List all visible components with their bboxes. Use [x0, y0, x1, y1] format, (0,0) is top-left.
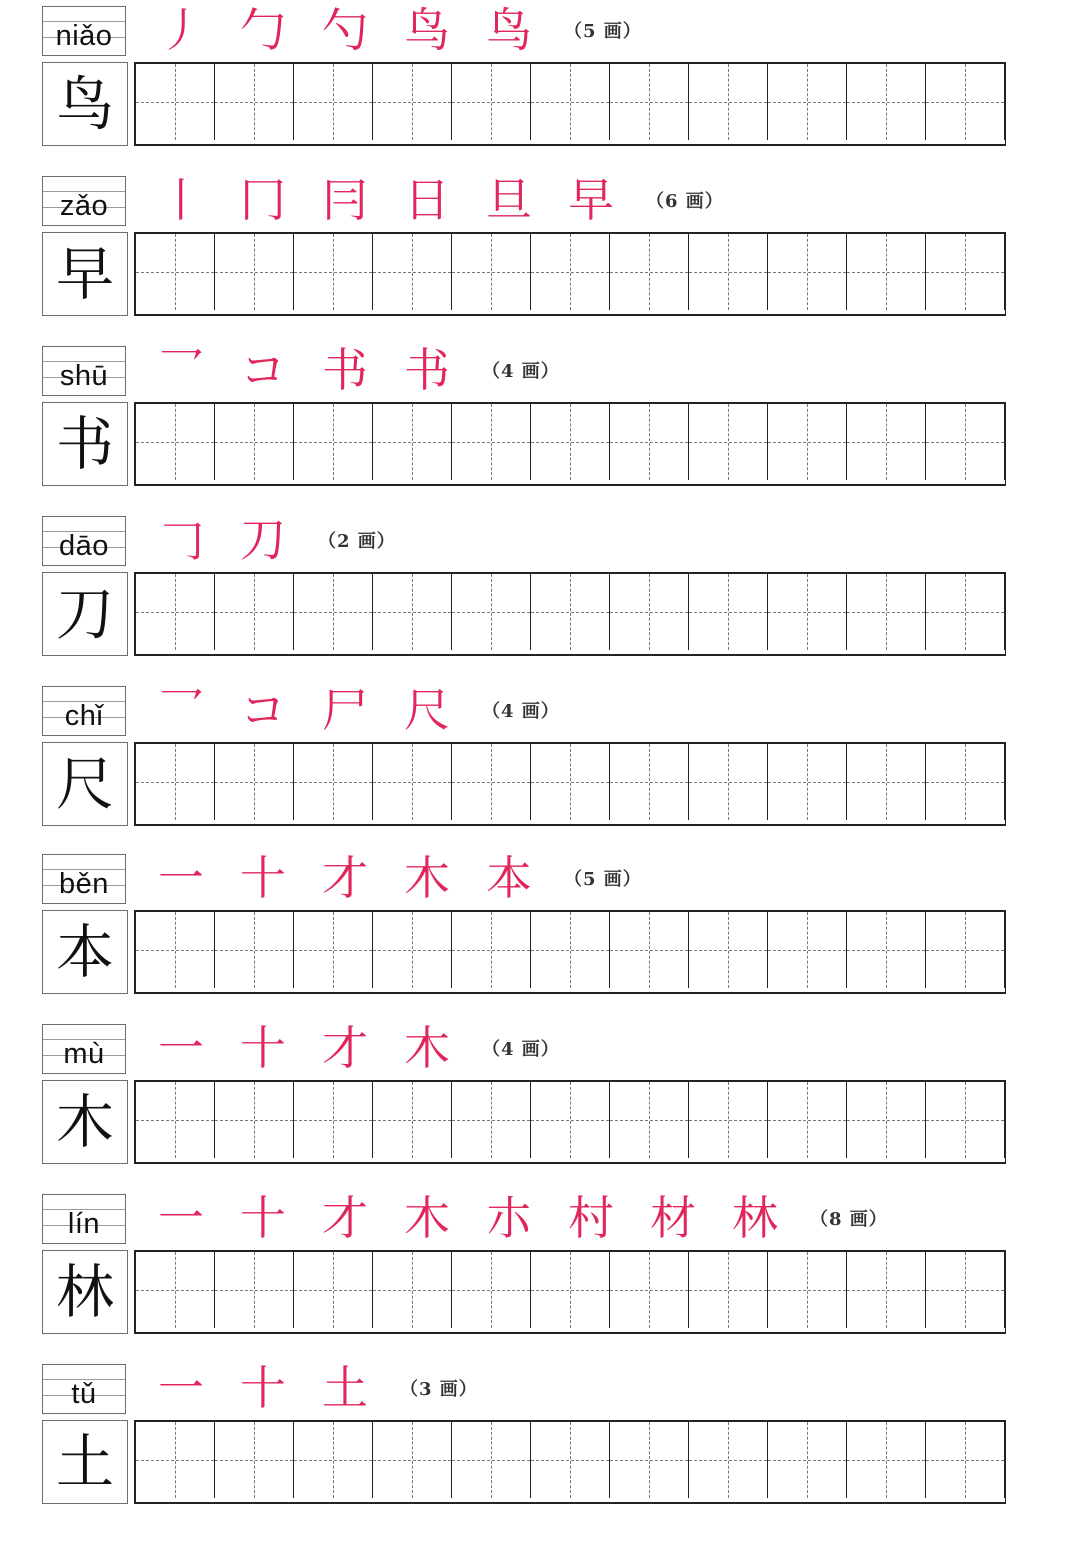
- practice-grid-cell[interactable]: [452, 1422, 531, 1498]
- practice-grid-row: [134, 62, 1006, 146]
- stroke-order-sequence: [140, 510, 396, 570]
- stroke-count-label: （8 画）: [810, 1209, 888, 1230]
- practice-grid-cell[interactable]: [452, 912, 531, 988]
- practice-grid-cell[interactable]: [926, 1082, 1005, 1158]
- model-character-box: [42, 402, 128, 486]
- practice-grid-cell[interactable]: [926, 574, 1005, 650]
- stroke-step: 早: [568, 173, 614, 227]
- character-entry: [0, 170, 1080, 330]
- practice-grid-cell[interactable]: [689, 1252, 768, 1328]
- pinyin-label: niǎo: [55, 20, 113, 52]
- practice-grid-cell[interactable]: [373, 1422, 452, 1498]
- pinyin-box: [42, 1194, 126, 1244]
- stroke-order-sequence: [140, 1358, 478, 1418]
- practice-grid-cell[interactable]: [294, 234, 373, 310]
- practice-grid-cell[interactable]: [215, 1422, 294, 1498]
- stroke-step: 村: [568, 1191, 614, 1245]
- practice-grid-cell[interactable]: [610, 1252, 689, 1328]
- practice-grid-cell[interactable]: [610, 1082, 689, 1158]
- pinyin-box: [42, 516, 126, 566]
- character-entry: [0, 1018, 1080, 1178]
- practice-grid-cell[interactable]: [610, 64, 689, 140]
- stroke-step: 本: [486, 851, 532, 905]
- character-entry: [0, 0, 1080, 160]
- practice-grid-cell[interactable]: [689, 234, 768, 310]
- stroke-step: 丿: [158, 3, 204, 57]
- practice-grid-cell[interactable]: [531, 64, 610, 140]
- practice-grid-cell[interactable]: [136, 404, 215, 480]
- practice-grid-cell[interactable]: [531, 1422, 610, 1498]
- character-entry: [0, 1188, 1080, 1348]
- practice-grid-cell[interactable]: [610, 404, 689, 480]
- stroke-count-label: （4 画）: [482, 1039, 560, 1060]
- practice-grid-cell[interactable]: [531, 1252, 610, 1328]
- practice-grid-cell[interactable]: [215, 744, 294, 820]
- practice-grid-cell[interactable]: [373, 1082, 452, 1158]
- stroke-order-sequence: [140, 0, 642, 60]
- practice-grid-cell[interactable]: [373, 64, 452, 140]
- stroke-count-label: （3 画）: [400, 1379, 478, 1400]
- stroke-count-label: （4 画）: [482, 701, 560, 722]
- character-entry: [0, 1358, 1080, 1518]
- pinyin-label: zǎo: [59, 190, 109, 222]
- practice-grid-row: [134, 1420, 1006, 1504]
- practice-grid-cell[interactable]: [531, 912, 610, 988]
- practice-grid-cell[interactable]: [373, 234, 452, 310]
- stroke-step: 冂: [240, 173, 286, 227]
- stroke-count-label: （4 画）: [482, 361, 560, 382]
- practice-grid-cell[interactable]: [926, 1252, 1005, 1328]
- practice-grid-cell[interactable]: [926, 234, 1005, 310]
- practice-grid-cell[interactable]: [768, 1422, 847, 1498]
- practice-grid-cell[interactable]: [215, 1082, 294, 1158]
- practice-grid-cell[interactable]: [768, 574, 847, 650]
- practice-grid-cell[interactable]: [531, 744, 610, 820]
- stroke-step: 木: [404, 1021, 450, 1075]
- practice-grid-cell[interactable]: [610, 234, 689, 310]
- model-character-box: [42, 1420, 128, 1504]
- practice-grid-cell[interactable]: [689, 744, 768, 820]
- pinyin-box: [42, 346, 126, 396]
- stroke-step: 𠃌: [158, 513, 204, 567]
- stroke-step: 木: [404, 1191, 450, 1245]
- stroke-step: 冃: [322, 173, 368, 227]
- stroke-count-label: （5 画）: [564, 869, 642, 890]
- model-character-box: [42, 62, 128, 146]
- stroke-order-sequence: [140, 680, 560, 740]
- stroke-step: 林: [732, 1191, 778, 1245]
- practice-grid-cell[interactable]: [452, 64, 531, 140]
- stroke-step: 尺: [404, 683, 450, 737]
- practice-grid-row: [134, 742, 1006, 826]
- practice-grid-cell[interactable]: [373, 744, 452, 820]
- practice-grid-cell[interactable]: [768, 64, 847, 140]
- stroke-count-label: （6 画）: [646, 191, 724, 212]
- practice-grid-row: [134, 1080, 1006, 1164]
- stroke-step: 才: [322, 1021, 368, 1075]
- model-character: 鸟: [55, 70, 114, 138]
- pinyin-box: [42, 1364, 126, 1414]
- practice-grid-cell[interactable]: [452, 404, 531, 480]
- practice-grid-cell[interactable]: [926, 912, 1005, 988]
- stroke-step: 十: [240, 1191, 286, 1245]
- practice-grid-row: [134, 232, 1006, 316]
- pinyin-label: dāo: [59, 530, 109, 562]
- practice-grid-cell[interactable]: [373, 1252, 452, 1328]
- practice-grid-cell[interactable]: [689, 64, 768, 140]
- practice-grid-cell[interactable]: [689, 1422, 768, 1498]
- pinyin-label: lín: [67, 1208, 101, 1240]
- model-character-box: [42, 232, 128, 316]
- character-entry: [0, 340, 1080, 500]
- practice-grid-cell[interactable]: [531, 1082, 610, 1158]
- practice-grid-row: [134, 402, 1006, 486]
- practice-grid-cell[interactable]: [689, 404, 768, 480]
- stroke-step: 土: [322, 1361, 368, 1415]
- pinyin-label: běn: [59, 868, 109, 900]
- stroke-step: 一: [158, 1021, 204, 1075]
- stroke-step: 十: [240, 851, 286, 905]
- practice-grid-cell[interactable]: [294, 1422, 373, 1498]
- practice-grid-row: [134, 1250, 1006, 1334]
- model-character-box: [42, 742, 128, 826]
- model-character: 木: [55, 1088, 114, 1156]
- stroke-step: 丨: [158, 173, 204, 227]
- practice-grid-cell[interactable]: [926, 404, 1005, 480]
- practice-grid-cell[interactable]: [847, 1082, 926, 1158]
- practice-grid-cell[interactable]: [610, 744, 689, 820]
- stroke-step: 鸟: [404, 3, 450, 57]
- pinyin-box: [42, 176, 126, 226]
- stroke-step: 朩: [486, 1191, 532, 1245]
- practice-grid-cell[interactable]: [215, 64, 294, 140]
- stroke-step: コ: [240, 343, 286, 397]
- stroke-step: 勺: [322, 3, 368, 57]
- stroke-order-sequence: [140, 170, 724, 230]
- practice-grid-cell[interactable]: [136, 1252, 215, 1328]
- practice-grid-cell[interactable]: [452, 1252, 531, 1328]
- practice-grid-cell[interactable]: [768, 744, 847, 820]
- practice-grid-cell[interactable]: [847, 744, 926, 820]
- model-character-box: [42, 1250, 128, 1334]
- stroke-step: コ: [240, 683, 286, 737]
- practice-grid-cell[interactable]: [689, 912, 768, 988]
- practice-grid-cell[interactable]: [847, 912, 926, 988]
- practice-grid-cell[interactable]: [531, 574, 610, 650]
- practice-grid-cell[interactable]: [136, 574, 215, 650]
- stroke-step: 乛: [158, 683, 204, 737]
- practice-grid-cell[interactable]: [136, 744, 215, 820]
- practice-grid-row: [134, 572, 1006, 656]
- stroke-step: 旦: [486, 173, 532, 227]
- practice-grid-cell[interactable]: [294, 1252, 373, 1328]
- practice-grid-cell[interactable]: [847, 404, 926, 480]
- practice-grid-cell[interactable]: [610, 912, 689, 988]
- practice-grid-cell[interactable]: [373, 574, 452, 650]
- practice-grid-cell[interactable]: [452, 574, 531, 650]
- stroke-order-sequence: [140, 340, 560, 400]
- stroke-step: 才: [322, 851, 368, 905]
- practice-grid-cell[interactable]: [136, 1422, 215, 1498]
- stroke-order-sequence: [140, 1018, 560, 1078]
- stroke-step: 鸟: [486, 3, 532, 57]
- practice-grid-cell[interactable]: [768, 912, 847, 988]
- model-character: 土: [55, 1428, 114, 1496]
- practice-grid-cell[interactable]: [689, 574, 768, 650]
- model-character: 尺: [55, 750, 114, 818]
- practice-grid-cell[interactable]: [610, 574, 689, 650]
- pinyin-label: tǔ: [71, 1378, 97, 1410]
- character-entry: [0, 848, 1080, 1008]
- stroke-step: 十: [240, 1021, 286, 1075]
- practice-grid-cell[interactable]: [294, 64, 373, 140]
- pinyin-box: [42, 686, 126, 736]
- stroke-count-label: （2 画）: [318, 531, 396, 552]
- practice-grid-cell[interactable]: [768, 234, 847, 310]
- stroke-step: 日: [404, 173, 450, 227]
- practice-grid-cell[interactable]: [531, 234, 610, 310]
- practice-grid-cell[interactable]: [136, 64, 215, 140]
- practice-grid-cell[interactable]: [452, 744, 531, 820]
- practice-grid-cell[interactable]: [294, 404, 373, 480]
- pinyin-label: shū: [59, 360, 109, 392]
- stroke-step: 一: [158, 1361, 204, 1415]
- model-character: 早: [55, 240, 114, 308]
- practice-grid-cell[interactable]: [452, 234, 531, 310]
- stroke-step: 才: [322, 1191, 368, 1245]
- stroke-step: 木: [404, 851, 450, 905]
- stroke-step: 书: [404, 343, 450, 397]
- practice-grid-cell[interactable]: [452, 1082, 531, 1158]
- practice-grid-cell[interactable]: [215, 912, 294, 988]
- practice-grid-cell[interactable]: [215, 404, 294, 480]
- stroke-order-sequence: [140, 848, 642, 908]
- stroke-step: 乛: [158, 343, 204, 397]
- practice-grid-cell[interactable]: [373, 404, 452, 480]
- practice-grid-cell[interactable]: [768, 1252, 847, 1328]
- pinyin-label: chǐ: [64, 700, 104, 732]
- practice-grid-cell[interactable]: [847, 234, 926, 310]
- character-entry: [0, 680, 1080, 840]
- model-character: 书: [55, 410, 114, 478]
- practice-grid-cell[interactable]: [689, 1082, 768, 1158]
- practice-grid-row: [134, 910, 1006, 994]
- pinyin-box: [42, 6, 126, 56]
- practice-grid-cell[interactable]: [610, 1422, 689, 1498]
- stroke-step: 刀: [240, 513, 286, 567]
- practice-grid-cell[interactable]: [768, 1082, 847, 1158]
- stroke-step: 十: [240, 1361, 286, 1415]
- practice-grid-cell[interactable]: [215, 234, 294, 310]
- practice-grid-cell[interactable]: [294, 1082, 373, 1158]
- stroke-step: 材: [650, 1191, 696, 1245]
- model-character-box: [42, 1080, 128, 1164]
- practice-grid-cell[interactable]: [847, 1422, 926, 1498]
- stroke-step: 勹: [240, 3, 286, 57]
- model-character: 本: [55, 918, 114, 986]
- model-character-box: [42, 910, 128, 994]
- practice-grid-cell[interactable]: [847, 64, 926, 140]
- pinyin-label: mù: [63, 1038, 105, 1070]
- character-entry: [0, 510, 1080, 670]
- stroke-step: 书: [322, 343, 368, 397]
- practice-grid-cell[interactable]: [373, 912, 452, 988]
- practice-grid-cell[interactable]: [926, 64, 1005, 140]
- stroke-order-sequence: [140, 1188, 888, 1248]
- stroke-step: 一: [158, 1191, 204, 1245]
- stroke-count-label: （5 画）: [564, 21, 642, 42]
- practice-grid-cell[interactable]: [136, 1082, 215, 1158]
- practice-grid-cell[interactable]: [926, 744, 1005, 820]
- practice-grid-cell[interactable]: [847, 1252, 926, 1328]
- model-character: 林: [55, 1258, 114, 1326]
- practice-grid-cell[interactable]: [531, 404, 610, 480]
- practice-grid-cell[interactable]: [215, 574, 294, 650]
- stroke-step: 尸: [322, 683, 368, 737]
- model-character-box: [42, 572, 128, 656]
- practice-grid-cell[interactable]: [294, 744, 373, 820]
- practice-grid-cell[interactable]: [215, 1252, 294, 1328]
- practice-grid-cell[interactable]: [294, 574, 373, 650]
- practice-grid-cell[interactable]: [768, 404, 847, 480]
- practice-grid-cell[interactable]: [294, 912, 373, 988]
- practice-grid-cell[interactable]: [136, 234, 215, 310]
- practice-grid-cell[interactable]: [926, 1422, 1005, 1498]
- practice-grid-cell[interactable]: [847, 574, 926, 650]
- model-character: 刀: [55, 580, 114, 648]
- stroke-step: 一: [158, 851, 204, 905]
- pinyin-box: [42, 854, 126, 904]
- pinyin-box: [42, 1024, 126, 1074]
- practice-grid-cell[interactable]: [136, 912, 215, 988]
